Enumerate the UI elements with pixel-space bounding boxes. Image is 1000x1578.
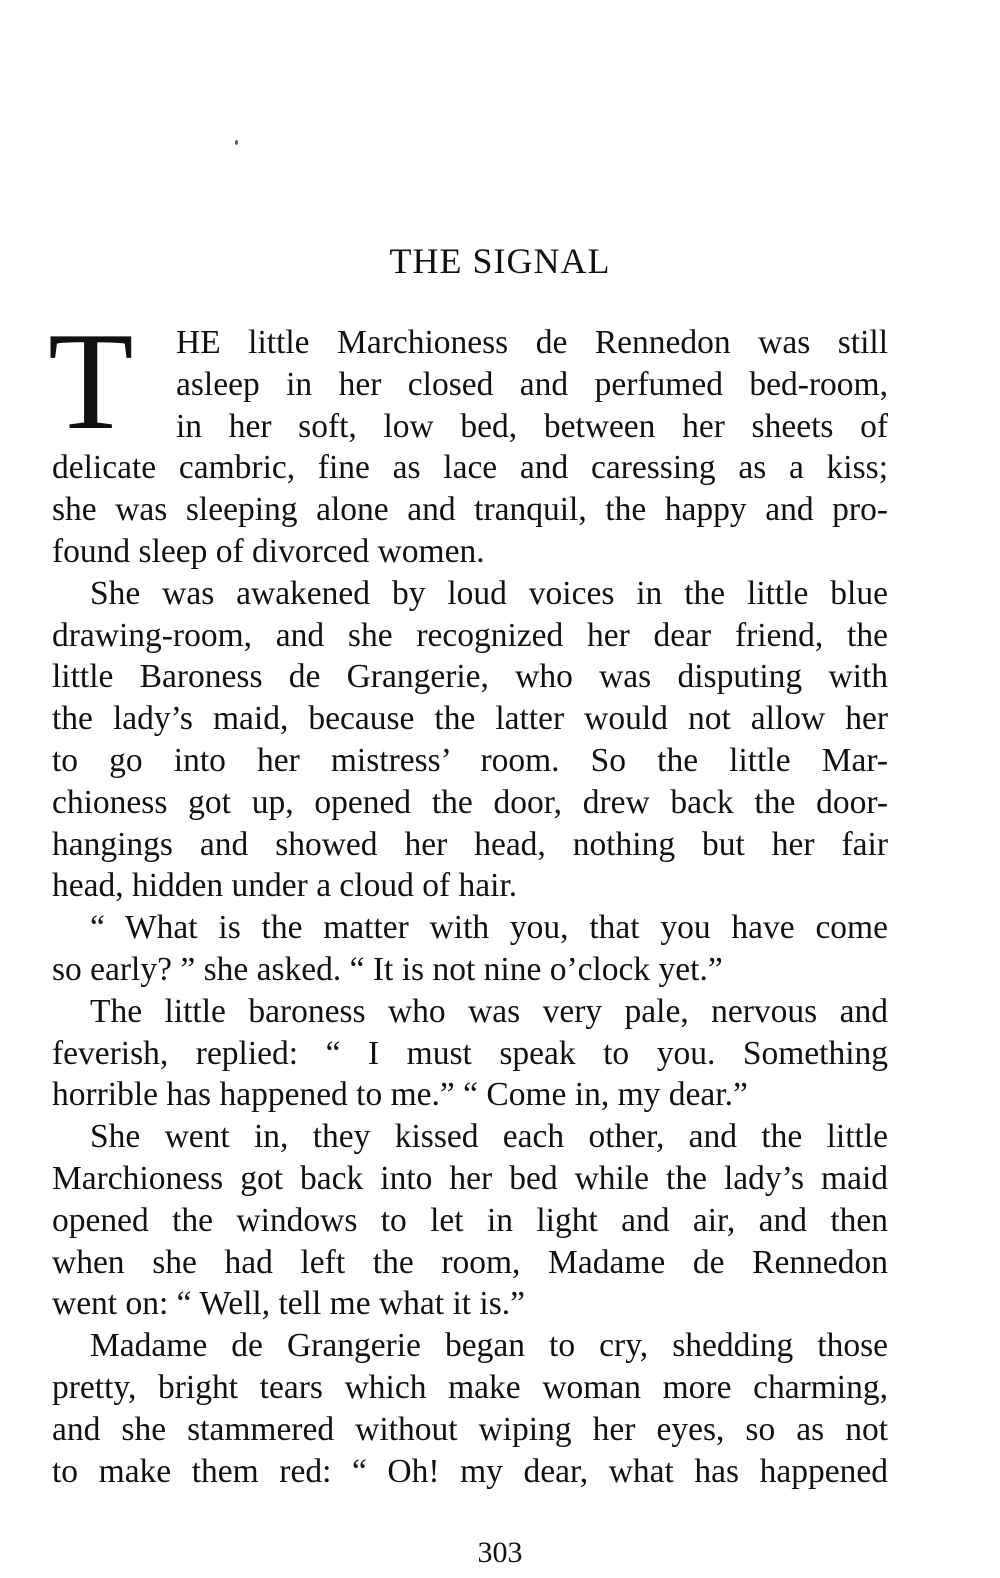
text-line: in her soft, low bed, between her sheets of	[176, 407, 888, 445]
text-line: Madame de Grangerie began to cry, shedding those	[90, 1327, 888, 1365]
text-line: The little baroness who was very pale, nervous and	[90, 992, 888, 1030]
text-line: when she had left the room, Madame de Rennedon	[52, 1243, 888, 1281]
text-line: hangings and showed her head, nothing but her fair	[52, 825, 888, 863]
text-line: opened the windows to let in light and air, and then	[52, 1201, 888, 1239]
text-line: chioness got up, opened the door, drew back the door-	[52, 783, 888, 821]
drop-cap: T	[48, 304, 134, 459]
text-line: pretty, bright tears which make woman more charming,	[52, 1368, 888, 1406]
text-line: feverish, replied: “ I must speak to you. Something	[52, 1034, 888, 1072]
text-line: to make them red: “ Oh! my dear, what has happened	[52, 1452, 888, 1490]
text-line: Marchioness got back into her bed while the lady’s maid	[52, 1159, 888, 1197]
page-number: 303	[477, 1536, 523, 1569]
text-line: She went in, they kissed each other, and the little	[90, 1118, 888, 1156]
print-speck	[235, 140, 238, 145]
text-line: so early? ” she asked. “ It is not nine o’clock yet.”	[52, 950, 723, 988]
text-line: went on: “ Well, tell me what it is.”	[52, 1285, 526, 1323]
text-line: asleep in her closed and perfumed bed-room,	[176, 365, 888, 403]
text-line: drawing-room, and she recognized her dear friend, the	[52, 616, 888, 654]
text-line: she was sleeping alone and tranquil, the happy and pro-	[52, 491, 888, 529]
text-line: horrible has happened to me.” “ Come in, my dear.”	[52, 1076, 748, 1114]
text-line: head, hidden under a cloud of hair.	[52, 867, 518, 905]
text-line: little Baroness de Grangerie, who was disputing with	[52, 658, 888, 696]
body-text	[52, 322, 888, 1492]
text-line: HE little Marchioness de Rennedon was still	[176, 324, 888, 361]
text-line: She was awakened by loud voices in the little blue	[90, 574, 888, 612]
text-line: found sleep of divorced women.	[52, 532, 485, 570]
text-line: and she stammered without wiping her eyes, so as not	[52, 1410, 888, 1448]
text-line: to go into her mistress’ room. So the little Mar-	[52, 741, 888, 779]
chapter-title: THE SIGNAL	[389, 241, 611, 281]
text-line: the lady’s maid, because the latter would not allow her	[52, 700, 888, 738]
text-line: delicate cambric, fine as lace and caressing as a kiss;	[52, 449, 888, 487]
text-line: “ What is the matter with you, that you have come	[90, 909, 888, 947]
